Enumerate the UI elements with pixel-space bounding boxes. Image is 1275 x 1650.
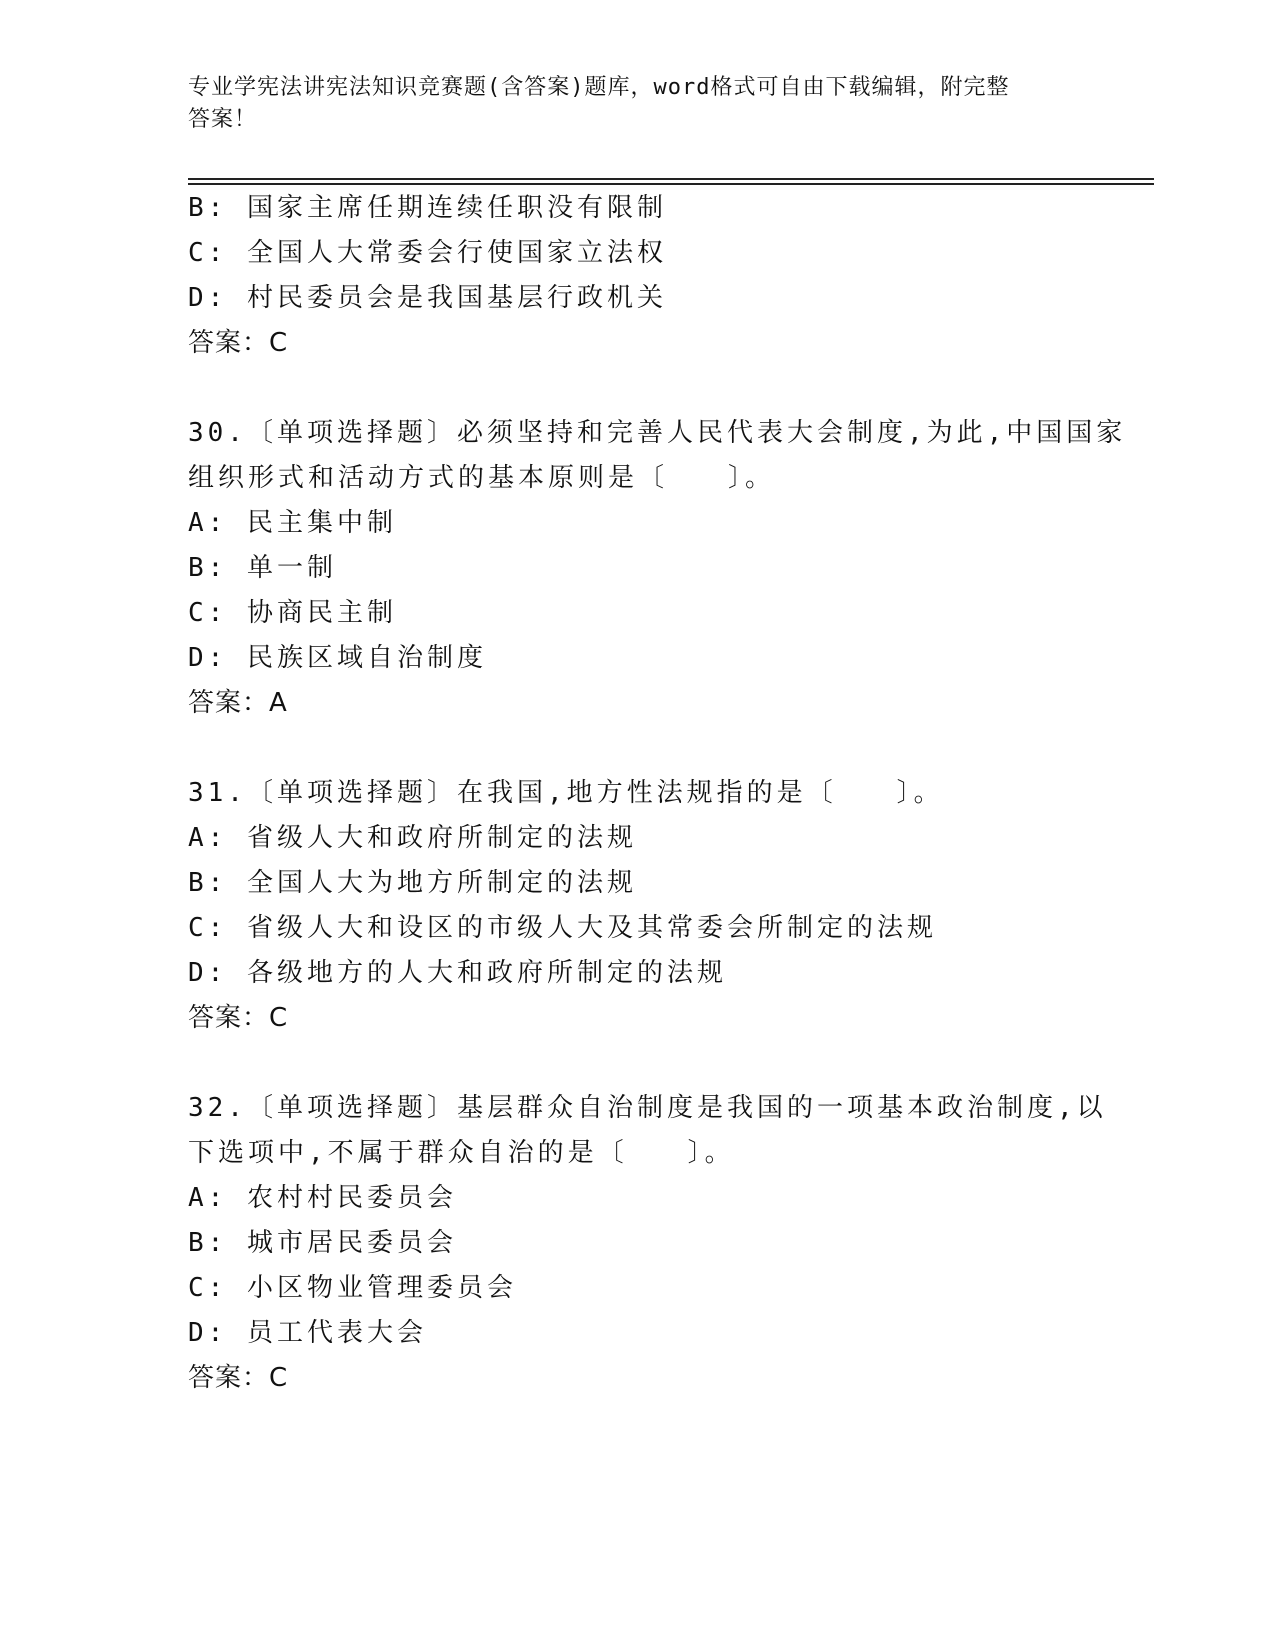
q31-answer: 答案：C [188,1003,289,1033]
q32-option-d: D: 员工代表大会 [188,1318,427,1348]
q32-option-c: C: 小区物业管理委员会 [188,1273,517,1303]
q31-stem-line-1: 31.〔单项选择题〕在我国,地方性法规指的是〔 〕。 [188,778,944,808]
header-line-2: 答案！ [188,107,258,132]
prev-option-b: B: 国家主席任期连续任职没有限制 [188,193,667,223]
q30-option-d: D: 民族区域自治制度 [188,643,487,673]
header-divider-top [188,178,1154,180]
header-line-1: 专业学宪法讲宪法知识竞赛题(含答案)题库，word格式可自由下载编辑，附完整 [188,75,1010,100]
q32-option-a: A: 农村村民委员会 [188,1183,457,1213]
q31-option-c: C: 省级人大和设区的市级人大及其常委会所制定的法规 [188,913,937,943]
q30-stem-line-1: 30.〔单项选择题〕必须坚持和完善人民代表大会制度,为此,中国国家 [188,418,1127,448]
q30-option-a: A: 民主集中制 [188,508,397,538]
q32-option-b: B: 城市居民委员会 [188,1228,457,1258]
q30-option-c: C: 协商民主制 [188,598,397,628]
q30-option-b: B: 单一制 [188,553,337,583]
q32-answer: 答案：C [188,1363,289,1393]
q31-option-d: D: 各级地方的人大和政府所制定的法规 [188,958,727,988]
q30-stem-line-2: 组织形式和活动方式的基本原则是〔 〕。 [188,463,776,493]
q32-stem-line-2: 下选项中,不属于群众自治的是〔 〕。 [188,1138,735,1168]
prev-option-d: D: 村民委员会是我国基层行政机关 [188,283,667,313]
document-header [188,72,1088,136]
q32-stem-line-1: 32.〔单项选择题〕基层群众自治制度是我国的一项基本政治制度,以 [188,1093,1107,1123]
prev-answer: 答案：C [188,328,289,358]
q31-option-b: B: 全国人大为地方所制定的法规 [188,868,637,898]
prev-option-c: C: 全国人大常委会行使国家立法权 [188,238,667,268]
q30-answer: 答案：A [188,688,288,718]
q31-option-a: A: 省级人大和政府所制定的法规 [188,823,637,853]
